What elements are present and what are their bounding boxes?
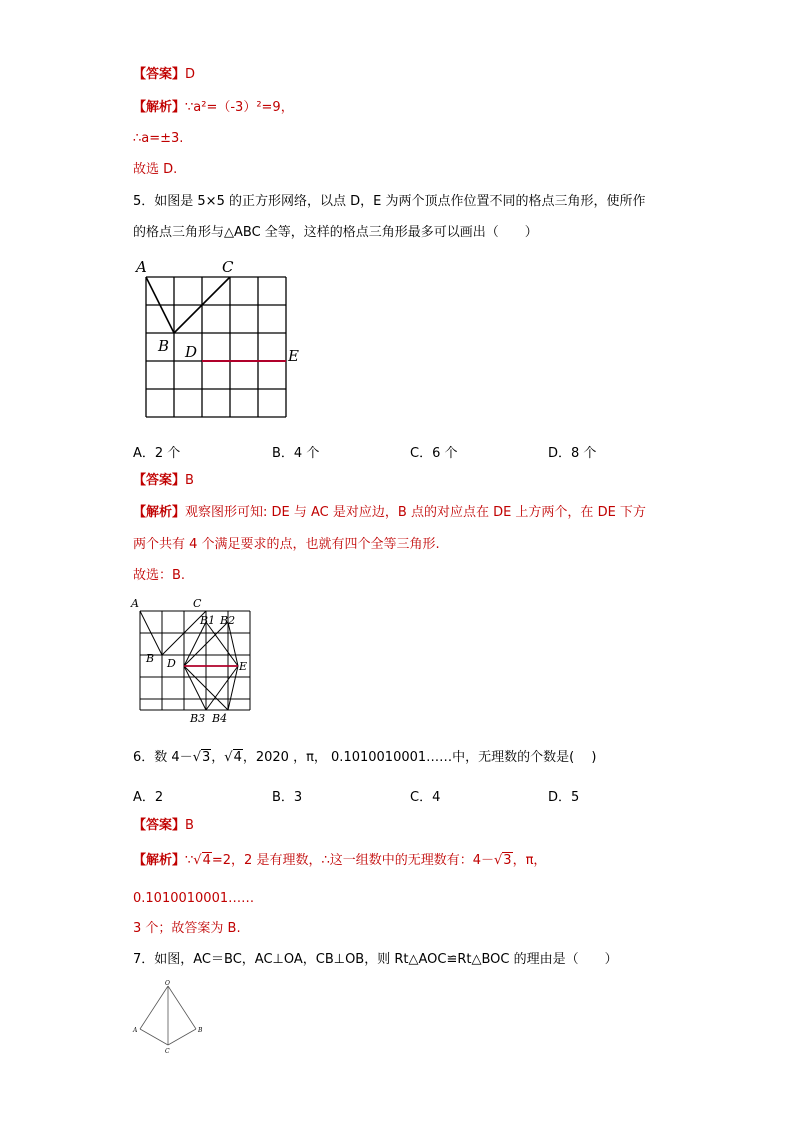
answer-label: 【答案】 bbox=[133, 473, 186, 488]
label-b: B bbox=[198, 1027, 203, 1034]
q4-answer bbox=[133, 66, 195, 84]
label-c: C bbox=[222, 258, 234, 276]
answer-label: 【答案】 bbox=[133, 67, 186, 82]
sqrt-3: √3 bbox=[192, 750, 211, 765]
label-b: B bbox=[158, 337, 170, 355]
label-e: E bbox=[288, 347, 299, 365]
label-b4: B4 bbox=[212, 712, 228, 725]
analysis-label: 【解析】 bbox=[133, 100, 186, 115]
q5-solution-figure bbox=[130, 594, 260, 729]
label-a: A bbox=[131, 597, 139, 610]
answer-value: B bbox=[185, 473, 194, 488]
analysis-text: ∵a²=（-3）²=9， bbox=[185, 100, 294, 115]
q5-analysis bbox=[133, 504, 646, 522]
q6-analysis-line2: 0.1010010001…… bbox=[133, 891, 255, 906]
analysis-label: 【解析】 bbox=[133, 853, 186, 868]
label-b: B bbox=[146, 652, 155, 665]
analysis-text: 观察图形可知: DE 与 AC 是对应边，B 点的对应点在 DE 上方两个，在 DE 下方 bbox=[185, 505, 646, 520]
answer-label: 【答案】 bbox=[133, 818, 186, 833]
q6-option-c: C．4 bbox=[410, 790, 441, 805]
q5-option-a: A．2 个 bbox=[133, 446, 181, 461]
sqrt-4: √4 bbox=[224, 750, 242, 765]
label-c: C bbox=[165, 1048, 170, 1055]
label-o: O bbox=[165, 980, 170, 987]
q6-answer bbox=[133, 817, 194, 835]
q7-stem: 7．如图，AC＝BC，AC⊥OA，CB⊥OB，则 Rt△AOC≌Rt△BOC 的理由是（ ） bbox=[133, 952, 618, 967]
q6-stem-prefix: 6．数 4－ bbox=[133, 750, 193, 765]
label-a: A bbox=[133, 1027, 138, 1034]
q6-option-a: A．2 bbox=[133, 790, 164, 805]
label-d: D bbox=[185, 343, 198, 361]
sqrt-4: √4 bbox=[193, 853, 211, 868]
analysis-label: 【解析】 bbox=[133, 505, 186, 520]
q5-answer bbox=[133, 472, 194, 490]
q6-option-b: B．3 bbox=[272, 790, 303, 805]
q5-figure-grid bbox=[134, 255, 314, 420]
q6-stem-rest: ，2020 ，π， 0.1010010001……中，无理数的个数是( ) bbox=[242, 750, 597, 765]
q6-analysis: 【解析】∵√4=2，2 是有理数，∴这一组数中的无理数有：4－√3，π， bbox=[133, 853, 547, 868]
answer-value: D bbox=[185, 67, 196, 82]
q5-option-b: B．4 个 bbox=[272, 446, 320, 461]
q4-conclusion: 故选 D. bbox=[133, 162, 178, 177]
q4-analysis-line2: ∴a=±3. bbox=[133, 131, 184, 146]
q5-analysis-line2: 两个共有 4 个满足要求的点，也就有四个全等三角形. bbox=[133, 537, 440, 552]
q5-stem-line2: 的格点三角形与△ABC 全等，这样的格点三角形最多可以画出（ ） bbox=[133, 225, 538, 240]
q7-figure bbox=[130, 978, 210, 1056]
label-b2: B2 bbox=[220, 614, 236, 627]
q5-option-c: C．6 个 bbox=[410, 446, 458, 461]
label-c: C bbox=[193, 597, 202, 610]
q5-option-d: D．8 个 bbox=[548, 446, 597, 461]
q6-conclusion: 3 个；故答案为 B. bbox=[133, 921, 241, 936]
answer-value: B bbox=[185, 818, 194, 833]
label-b1: B1 bbox=[200, 614, 216, 627]
label-a: A bbox=[136, 258, 147, 276]
q6-stem-sep: ， bbox=[211, 750, 225, 765]
q5-stem-line1: 5．如图是 5×5 的正方形网络，以点 D，E 为两个顶点作位置不同的格点三角形，使所作 bbox=[133, 194, 646, 209]
q6-option-d: D．5 bbox=[548, 790, 580, 805]
label-d: D bbox=[167, 657, 176, 670]
label-e: E bbox=[239, 660, 248, 673]
label-b3: B3 bbox=[190, 712, 206, 725]
sqrt-3: √3 bbox=[493, 853, 512, 868]
q6-stem bbox=[133, 749, 596, 767]
q5-conclusion: 故选：B. bbox=[133, 568, 186, 583]
q4-analysis bbox=[133, 99, 294, 117]
